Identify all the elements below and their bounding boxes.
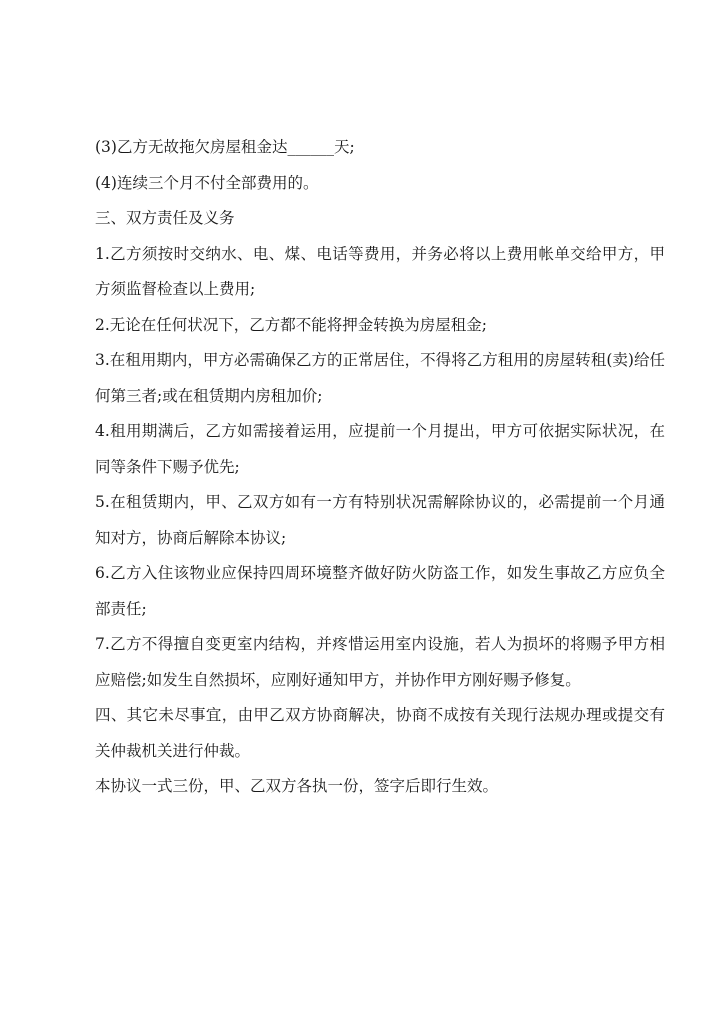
closing-statement: 本协议一式三份，甲、乙双方各执一份，签字后即行生效。 — [95, 777, 499, 795]
item-1-utility-fees: 1.乙方须按时交纳水、电、煤、电话等费用，并务必将以上费用帐单交给甲方，甲方须监督检查以上费用; — [95, 244, 665, 298]
clause-4-unpaid-fees: (4)连续三个月不付全部费用的。 — [95, 173, 319, 192]
clause-3-overdue-rent: (3)乙方无故拖欠房屋租金达______天; — [95, 138, 355, 156]
item-3-residence-guarantee: 3.在租用期内，甲方必需确保乙方的正常居住，不得将乙方租用的房屋转租(卖)给任何第三者;或在租赁期内房租加价; — [95, 351, 665, 405]
item-5-termination: 5.在租赁期内，甲、乙双方如有一方有特别状况需解除协议的，必需提前一个月通知对方，协商后解除本协议; — [95, 493, 665, 547]
section-heading-responsibilities: 三、双方责任及义务 — [95, 209, 235, 227]
item-7-structure: 7.乙方不得擅自变更室内结构，并疼惜运用室内设施，若人为损坏的将赐予甲方相应赔偿;如发生自然损坏，应刚好通知甲方，并协作甲方刚好赐予修复。 — [95, 635, 665, 689]
item-6-safety: 6.乙方入住该物业应保持四周环境整齐做好防火防盗工作，如发生事故乙方应负全部责任; — [95, 564, 665, 618]
item-4-renewal: 4.租用期满后，乙方如需接着运用，应提前一个月提出，甲方可依据实际状况，在同等条件下赐予优先; — [95, 422, 665, 476]
document-body — [95, 130, 665, 805]
section-other-matters: 四、其它未尽事宜，由甲乙双方协商解决，协商不成按有关现行法规办理或提交有关仲裁机关进行仲裁。 — [95, 706, 665, 760]
item-2-deposit: 2.无论在任何状况下，乙方都不能将押金转换为房屋租金; — [95, 315, 488, 334]
